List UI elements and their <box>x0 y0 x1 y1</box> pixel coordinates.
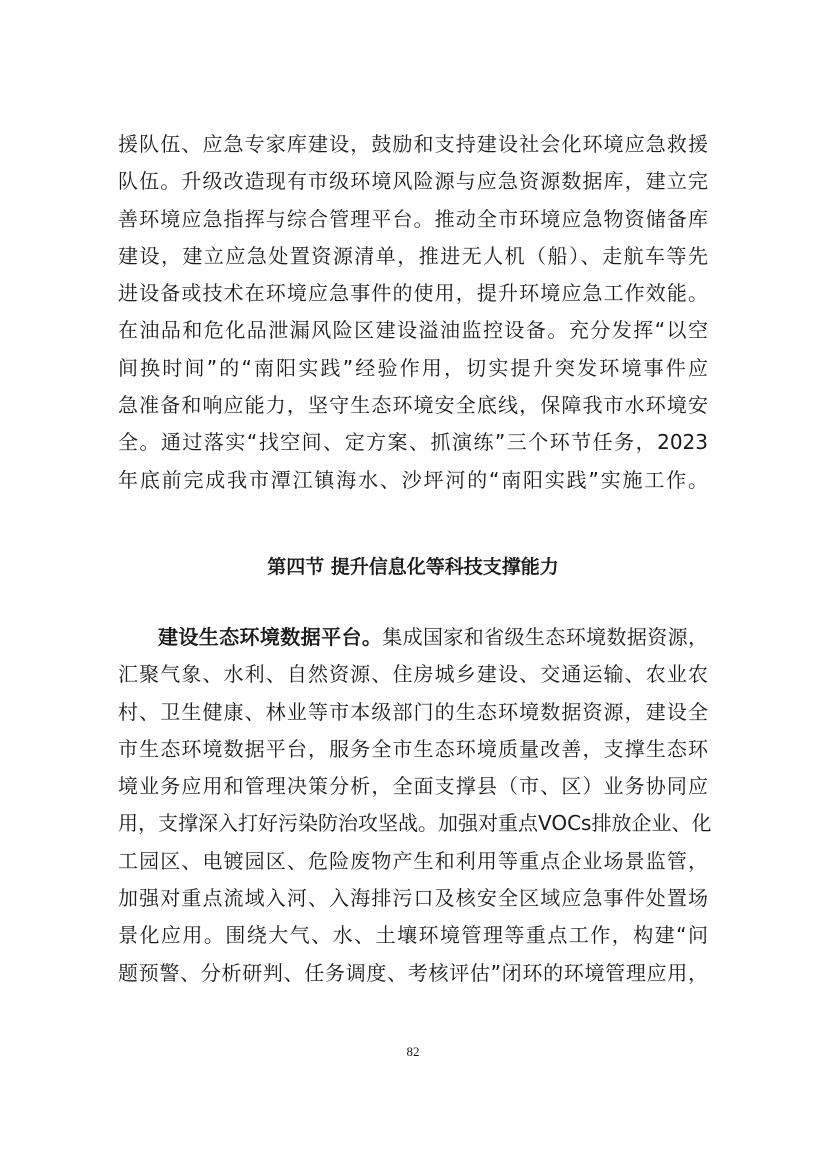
paragraph-data-platform <box>118 619 712 992</box>
section-heading: 第四节 提升信息化等科技支撑能力 <box>267 556 559 578</box>
paragraph-line: 年底前完成我市潭江镇海水、沙坪河的“南阳实践”实施工作。 <box>118 467 708 492</box>
line-text: 集成国家和省级生态环境数据资源， <box>382 625 709 649</box>
paragraph-line: 进设备或技术在环境应急事件的使用，提升环境应急工作效能。 <box>118 281 708 306</box>
paragraph-line: 境业务应用和管理决策分析，全面支撑县（市、区）业务协同应 <box>118 774 708 799</box>
paragraph-line: 景化应用。围绕大气、水、土壤环境管理等重点工作，构建“问 <box>118 923 708 948</box>
paragraph-line: 市生态环境数据平台，服务全市生态环境质量改善，支撑生态环 <box>118 736 708 761</box>
paragraph-line: 建设，建立应急处置资源清单，推进无人机（船）、走航车等先 <box>118 243 708 268</box>
paragraph-line: 用，支撑深入打好污染防治攻坚战。加强对重点VOCs排放企业、化 <box>118 811 712 836</box>
paragraph-line: 队伍。升级改造现有市级环境风险源与应急资源数据库，建立完 <box>118 169 708 194</box>
paragraph-line: 急准备和响应能力，坚守生态环境安全底线，保障我市水环境安 <box>118 393 708 418</box>
paragraph-line: 在油品和危化品泄漏风险区建设溢油监控设备。充分发挥“以空 <box>118 318 708 343</box>
bold-lead-in: 建设生态环境数据平台。 <box>158 625 383 649</box>
paragraph-line: 间换时间”的“南阳实践”经验作用，切实提升突发环境事件应 <box>118 355 708 380</box>
paragraph-line: 加强对重点流域入河、入海排污口及核安全区域应急事件处置场 <box>118 886 708 911</box>
paragraph-line: 汇聚气象、水利、自然资源、住房城乡建设、交通运输、农业农 <box>118 662 708 687</box>
paragraph-line: 全。通过落实“找空间、定方案、抓演练”三个环节任务，2023 <box>118 430 708 455</box>
paragraph-line: 善环境应急指挥与综合管理平台。推动全市环境应急物资储备库 <box>118 206 708 231</box>
paragraph-line <box>118 619 708 656</box>
paragraph-line: 村、卫生健康、林业等市本级部门的生态环境数据资源，建设全 <box>118 699 708 724</box>
paragraph-emergency-response <box>118 126 708 499</box>
page-number: 82 <box>406 1044 420 1059</box>
paragraph-line: 援队伍、应急专家库建设，鼓励和支持建设社会化环境应急救援 <box>118 132 708 156</box>
paragraph-line: 工园区、电镀园区、危险废物产生和利用等重点企业场景监管， <box>118 848 708 873</box>
paragraph-line: 题预警、分析研判、任务调度、考核评估”闭环的环境管理应用， <box>118 960 708 985</box>
